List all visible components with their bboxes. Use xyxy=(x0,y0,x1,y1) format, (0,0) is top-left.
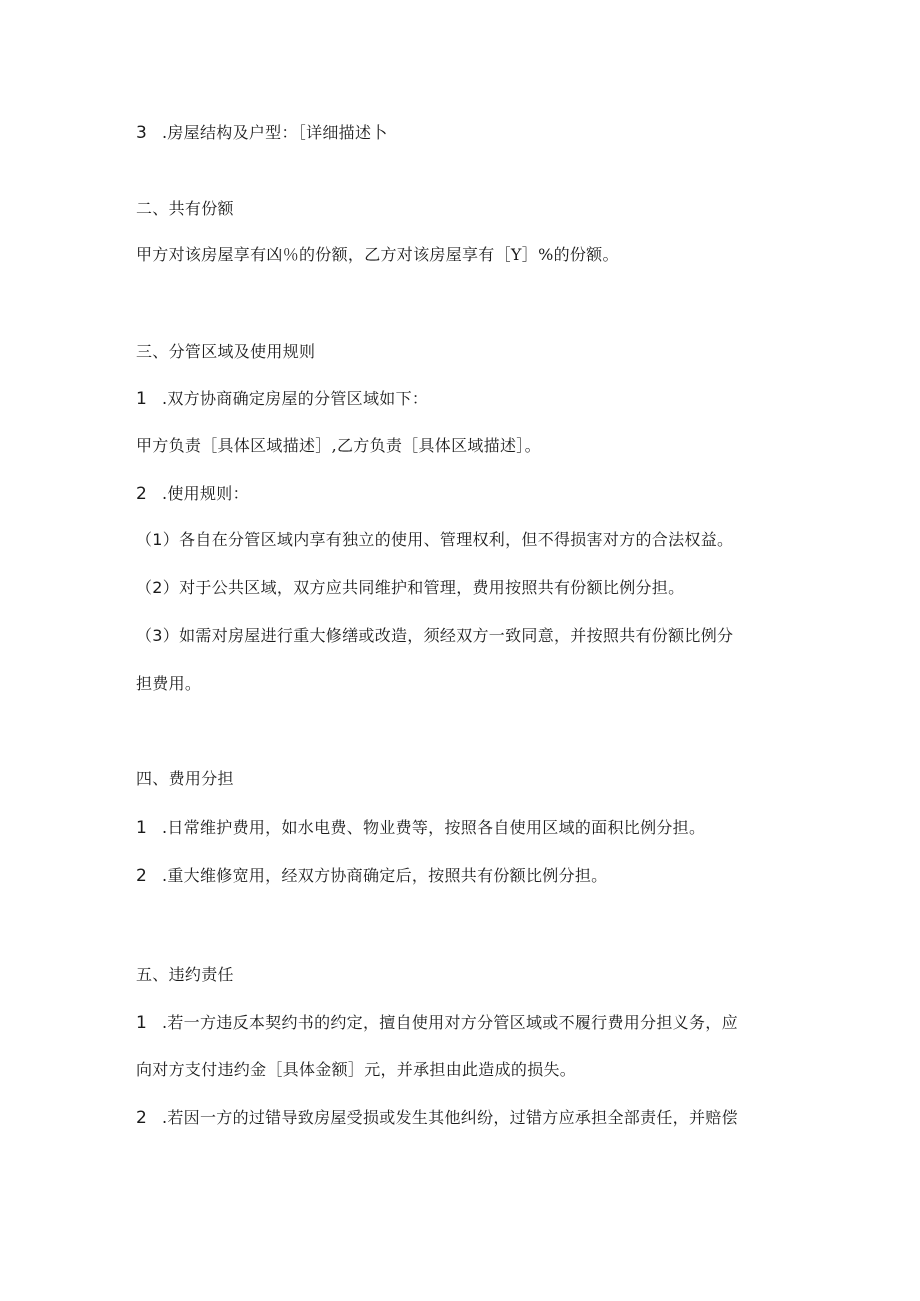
section-3-item-2 xyxy=(136,484,776,504)
item-text: .若因一方的过错导致房屋受损或发生其他纠纷，过错方应承担全部责任，并赔偿 xyxy=(162,1108,738,1127)
section-2-paragraph: 甲方对该房屋享有凶％的份额，乙方对该房屋享有［Y］%的份额。 xyxy=(136,245,619,264)
section-3-item-1-detail: 甲方负责［具体区域描述］,乙方负责［具体区域描述］。 xyxy=(136,436,541,455)
item-text: .使用规则： xyxy=(162,484,249,503)
rule-number: （1） xyxy=(136,530,180,549)
section-3-heading: 三、分管区域及使用规则 xyxy=(136,342,316,361)
section-5-item-2 xyxy=(136,1108,776,1128)
section-2-heading: 二、共有份额 xyxy=(136,199,234,218)
rule-number: （3） xyxy=(136,626,180,645)
section-4-item-1 xyxy=(136,818,776,838)
item-text: .双方协商确定房屋的分管区域如下： xyxy=(162,389,429,408)
rule-text: 各自在分管区域内享有独立的使用、管理权利，但不得损害对方的合法权益。 xyxy=(179,530,734,549)
item-number: 2 xyxy=(136,866,148,886)
section-4-heading: 四、费用分担 xyxy=(136,769,234,788)
item-number: 1 xyxy=(136,818,148,838)
item-number: 1 xyxy=(136,1013,148,1033)
section-3-rule-3 xyxy=(136,626,776,646)
section-3-rule-3-continuation: 担费用。 xyxy=(136,674,202,693)
item-text: .重大维修宽用，经双方协商确定后，按照共有份额比例分担。 xyxy=(162,866,608,885)
item-number: 3 xyxy=(136,123,148,143)
item-number: 2 xyxy=(136,484,148,504)
section-3-item-1 xyxy=(136,389,776,409)
section-3-rule-1 xyxy=(136,530,776,550)
rule-number: （2） xyxy=(136,578,180,597)
section-5-item-1 xyxy=(136,1013,776,1033)
rule-text: 对于公共区域，双方应共同维护和管理，费用按照共有份额比例分担。 xyxy=(179,578,685,597)
section-5-heading: 五、违约责任 xyxy=(136,965,234,984)
item-text: .房屋结构及户型：［详细描述卜 xyxy=(162,123,388,142)
section-3-rule-2 xyxy=(136,578,776,598)
rule-text: 如需对房屋进行重大修缮或改造，须经双方一致同意，并按照共有份额比例分 xyxy=(179,626,734,645)
item-text: .日常维护费用，如水电费、物业费等，按照各自使用区域的面积比例分担。 xyxy=(162,818,706,837)
item-1-3 xyxy=(136,123,776,143)
item-number: 1 xyxy=(136,389,148,409)
section-5-item-1-continuation: 向对方支付违约金［具体金额］元，并承担由此造成的损失。 xyxy=(136,1060,577,1079)
section-4-item-2 xyxy=(136,866,776,886)
item-number: 2 xyxy=(136,1108,148,1128)
item-text: .若一方违反本契约书的约定，擅自使用对方分管区域或不履行费用分担义务，应 xyxy=(162,1013,738,1032)
